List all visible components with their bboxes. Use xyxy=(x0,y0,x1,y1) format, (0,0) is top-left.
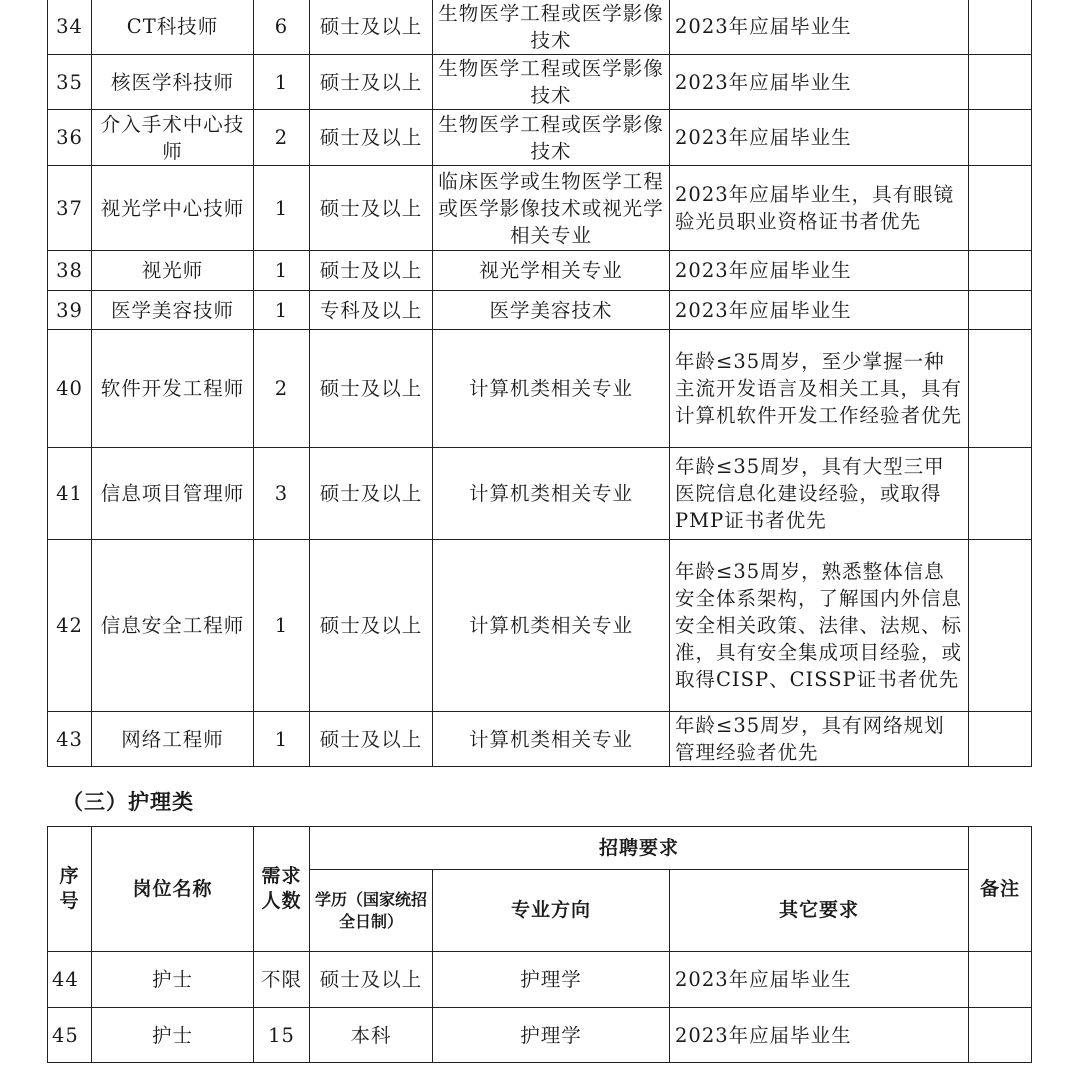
cell-note xyxy=(969,55,1032,110)
cell-note xyxy=(969,291,1032,330)
cell-education: 硕士及以上 xyxy=(310,540,433,712)
cell-headcount: 6 xyxy=(254,0,310,55)
cell-position-title: 护士 xyxy=(92,1008,254,1063)
cell-other-requirements: 2023年应届毕业生 xyxy=(670,291,969,330)
cell-headcount: 1 xyxy=(254,55,310,110)
cell-position-title: CT科技师 xyxy=(92,0,254,55)
cell-note xyxy=(969,1008,1032,1063)
header-major: 专业方向 xyxy=(433,870,670,952)
cell-position-title: 医学美容技师 xyxy=(92,291,254,330)
cell-headcount: 1 xyxy=(254,291,310,330)
cell-headcount: 15 xyxy=(254,1008,310,1063)
cell-other-requirements: 2023年应届毕业生 xyxy=(670,55,969,110)
cell-position-title: 网络工程师 xyxy=(92,712,254,767)
header-other: 其它要求 xyxy=(670,870,969,952)
table-row xyxy=(48,330,1032,448)
cell-major: 视光学相关专业 xyxy=(433,251,670,291)
cell-position-title: 护士 xyxy=(92,952,254,1008)
table-row xyxy=(48,251,1032,291)
header-education: 学历（国家统招全日制） xyxy=(310,870,433,952)
header-title: 岗位名称 xyxy=(92,827,254,952)
cell-education: 硕士及以上 xyxy=(310,251,433,291)
cell-position-title: 介入手术中心技师 xyxy=(92,110,254,166)
cell-headcount: 2 xyxy=(254,330,310,448)
cell-no: 37 xyxy=(48,166,92,251)
cell-headcount: 1 xyxy=(254,166,310,251)
header-no: 序号 xyxy=(48,827,92,952)
cell-other-requirements: 年龄≤35周岁，具有网络规划管理经验者优先 xyxy=(670,712,969,767)
cell-note xyxy=(969,110,1032,166)
cell-education: 硕士及以上 xyxy=(310,330,433,448)
cell-major: 护理学 xyxy=(433,952,670,1008)
cell-other-requirements: 2023年应届毕业生 xyxy=(670,1008,969,1063)
cell-other-requirements: 2023年应届毕业生，具有眼镜验光员职业资格证书者优先 xyxy=(670,166,969,251)
table-row xyxy=(48,952,1032,1008)
cell-education: 硕士及以上 xyxy=(310,166,433,251)
header-requirements: 招聘要求 xyxy=(310,827,969,870)
cell-major: 计算机类相关专业 xyxy=(433,712,670,767)
cell-position-title: 软件开发工程师 xyxy=(92,330,254,448)
cell-no: 38 xyxy=(48,251,92,291)
cell-education: 硕士及以上 xyxy=(310,110,433,166)
cell-major: 医学美容技术 xyxy=(433,291,670,330)
cell-headcount: 1 xyxy=(254,251,310,291)
cell-no: 39 xyxy=(48,291,92,330)
cell-note xyxy=(969,952,1032,1008)
cell-note xyxy=(969,0,1032,55)
cell-major: 临床医学或生物医学工程或医学影像技术或视光学相关专业 xyxy=(433,166,670,251)
cell-headcount: 1 xyxy=(254,540,310,712)
cell-position-title: 信息安全工程师 xyxy=(92,540,254,712)
table-row xyxy=(48,540,1032,712)
cell-major: 计算机类相关专业 xyxy=(433,448,670,540)
cell-headcount: 不限 xyxy=(254,952,310,1008)
cell-no: 43 xyxy=(48,712,92,767)
cell-other-requirements: 2023年应届毕业生 xyxy=(670,110,969,166)
cell-no: 35 xyxy=(48,55,92,110)
cell-note xyxy=(969,166,1032,251)
cell-other-requirements: 年龄≤35周岁，具有大型三甲医院信息化建设经验，或取得PMP证书者优先 xyxy=(670,448,969,540)
cell-no: 34 xyxy=(48,0,92,55)
cell-major: 生物医学工程或医学影像技术 xyxy=(433,110,670,166)
cell-headcount: 1 xyxy=(254,712,310,767)
cell-position-title: 视光师 xyxy=(92,251,254,291)
cell-education: 硕士及以上 xyxy=(310,448,433,540)
cell-education: 本科 xyxy=(310,1008,433,1063)
cell-other-requirements: 2023年应届毕业生 xyxy=(670,0,969,55)
header-note: 备注 xyxy=(969,827,1032,952)
table-row xyxy=(48,110,1032,166)
cell-no: 36 xyxy=(48,110,92,166)
cell-position-title: 信息项目管理师 xyxy=(92,448,254,540)
cell-no: 42 xyxy=(48,540,92,712)
cell-education: 硕士及以上 xyxy=(310,952,433,1008)
cell-major: 计算机类相关专业 xyxy=(433,540,670,712)
cell-major: 生物医学工程或医学影像技术 xyxy=(433,0,670,55)
cell-education: 专科及以上 xyxy=(310,291,433,330)
cell-other-requirements: 2023年应届毕业生 xyxy=(670,251,969,291)
table-row xyxy=(48,0,1032,55)
cell-headcount: 2 xyxy=(254,110,310,166)
cell-note xyxy=(969,712,1032,767)
cell-no: 44 xyxy=(48,952,92,1008)
cell-note xyxy=(969,540,1032,712)
cell-no: 40 xyxy=(48,330,92,448)
table-row xyxy=(48,55,1032,110)
header-count: 需求人数 xyxy=(254,827,310,952)
cell-education: 硕士及以上 xyxy=(310,0,433,55)
cell-headcount: 3 xyxy=(254,448,310,540)
table-row xyxy=(48,1008,1032,1063)
table-row xyxy=(48,712,1032,767)
cell-major: 计算机类相关专业 xyxy=(433,330,670,448)
cell-education: 硕士及以上 xyxy=(310,712,433,767)
cell-note xyxy=(969,448,1032,540)
positions-table-nursing xyxy=(47,826,1032,1063)
cell-position-title: 核医学科技师 xyxy=(92,55,254,110)
cell-note xyxy=(969,251,1032,291)
cell-position-title: 视光学中心技师 xyxy=(92,166,254,251)
positions-table-tech-it xyxy=(47,0,1032,767)
cell-major: 护理学 xyxy=(433,1008,670,1063)
cell-other-requirements: 年龄≤35周岁，熟悉整体信息安全体系架构，了解国内外信息安全相关政策、法律、法规、标准，具有安全集成项目经验，或取得CISP、CISSP证书者优先 xyxy=(670,540,969,712)
cell-note xyxy=(969,330,1032,448)
cell-other-requirements: 年龄≤35周岁，至少掌握一种主流开发语言及相关工具，具有计算机软件开发工作经验者优先 xyxy=(670,330,969,448)
cell-major: 生物医学工程或医学影像技术 xyxy=(433,55,670,110)
cell-other-requirements: 2023年应届毕业生 xyxy=(670,952,969,1008)
cell-education: 硕士及以上 xyxy=(310,55,433,110)
table-row xyxy=(48,291,1032,330)
cell-no: 45 xyxy=(48,1008,92,1063)
section-title-nursing: （三）护理类 xyxy=(62,790,194,814)
table-row xyxy=(48,448,1032,540)
cell-no: 41 xyxy=(48,448,92,540)
table-row xyxy=(48,166,1032,251)
